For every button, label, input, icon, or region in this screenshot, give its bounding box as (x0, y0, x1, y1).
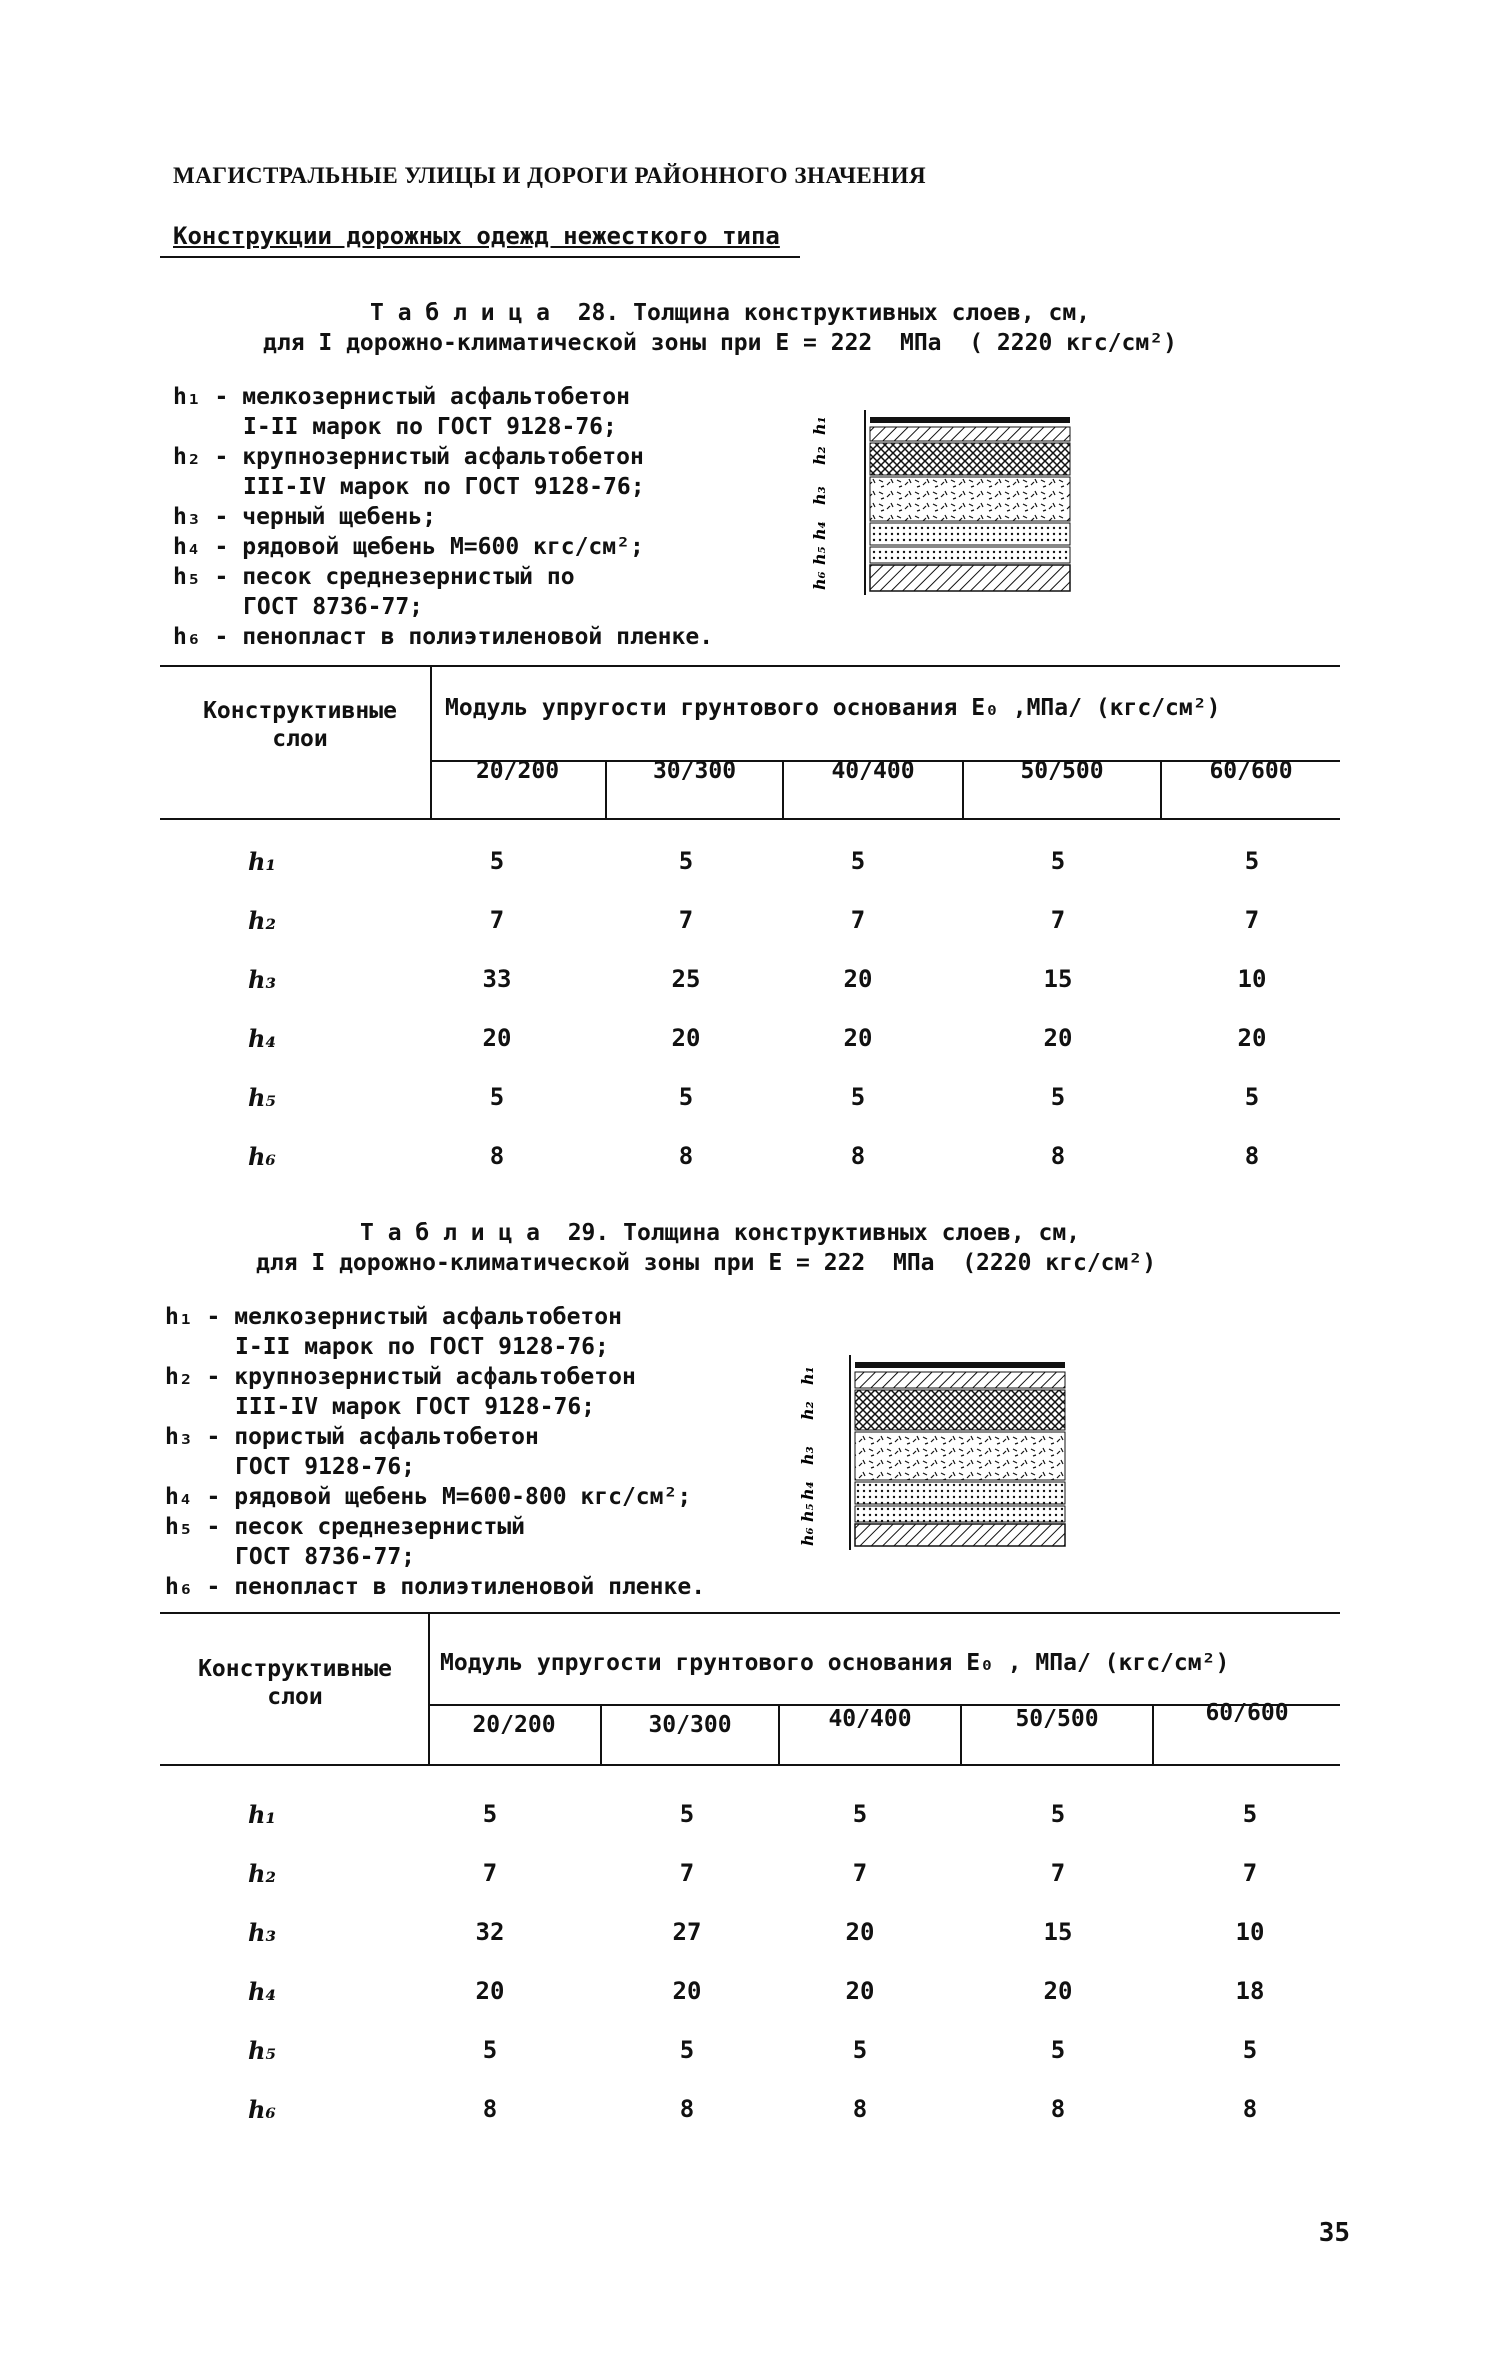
table-cell: 8 (1050, 1142, 1066, 1170)
table28-header-divider (430, 667, 432, 819)
table-cell: 5 (1050, 1800, 1066, 1828)
table29-layer-diagram (795, 1350, 1105, 1560)
legend-item: ГОСТ 8736-77; (235, 1544, 416, 1570)
table-cell: 27 (672, 1918, 702, 1946)
legend-item: h₃ - пористый асфальтобетон (165, 1424, 539, 1450)
legend-item: h₁ - мелкозернистый асфальтобетон (165, 1304, 622, 1330)
table29-header-bottom-rule (160, 1764, 1340, 1766)
table-cell: 5 (678, 847, 694, 875)
legend-item: h₅ - песок среднезернистый (165, 1514, 526, 1540)
row-label: h₆ (248, 1142, 276, 1171)
table-cell: 15 (1043, 965, 1073, 993)
table29-top-rule (160, 1612, 1340, 1614)
table-cell: 7 (1244, 906, 1260, 934)
table-cell: 5 (1050, 2036, 1066, 2064)
table-cell: 8 (482, 2095, 498, 2123)
table-cell: 20 (845, 1918, 875, 1946)
section-title: Конструкции дорожных одежд нежесткого типа (173, 222, 780, 250)
table-cell: 5 (489, 847, 505, 875)
legend-item: h₂ - крупнозернистый асфальтобетон (165, 1364, 636, 1390)
table28-col-2: 30/300 (652, 758, 737, 784)
row-label: h₂ (248, 906, 276, 935)
table-cell: 7 (482, 1859, 498, 1887)
legend-item: ГОСТ 8736-77; (243, 594, 424, 620)
row-label: h₅ (248, 2036, 276, 2065)
table28-title-line2: для I дорожно-климатической зоны при E = 222 МПа ( 2220 кгс/см²) (263, 330, 1177, 356)
table-cell: 8 (678, 1142, 694, 1170)
row-label: h₅ (248, 1083, 276, 1112)
legend-item: h₃ - черный щебень; (173, 504, 437, 530)
table-cell: 20 (843, 1024, 873, 1052)
page-number: 35 (1318, 2218, 1350, 2248)
table-cell: 20 (1043, 1024, 1073, 1052)
table28-title-line1: Т а б л и ц а 28. Толщина конструктивных слоев, см, (370, 300, 1091, 326)
legend-item: h₆ - пенопласт в полиэтиленовой пленке. (165, 1574, 706, 1600)
table28-col-5: 60/600 (1209, 758, 1293, 784)
legend-item: III-IV марок ГОСТ 9128-76; (235, 1394, 596, 1420)
table-cell: 20 (1237, 1024, 1267, 1052)
table29-header-modulus: Модуль упругости грунтового основания E₀ , МПа/ (кгс/см²) (440, 1650, 1230, 1676)
table28-header-modulus: Модуль упругости грунтового основания E₀ ,МПа/ (кгс/см²) (445, 695, 1221, 721)
legend-item: h₅ - песок среднезернистый по (173, 564, 575, 590)
table28-layer-diagram (805, 405, 1115, 605)
table-cell: 18 (1235, 1977, 1265, 2005)
table-cell: 7 (678, 906, 694, 934)
table-cell: 5 (1050, 847, 1066, 875)
row-label: h₄ (248, 1977, 276, 2006)
table-cell: 8 (1050, 2095, 1066, 2123)
table-cell: 5 (850, 847, 866, 875)
table-cell: 7 (850, 906, 866, 934)
row-label: h₂ (248, 1859, 276, 1888)
legend-item: I-II марок по ГОСТ 9128-76; (235, 1334, 609, 1360)
table-cell: 20 (475, 1977, 505, 2005)
table-cell: 20 (1043, 1977, 1073, 2005)
row-label: h₆ (248, 2095, 276, 2124)
table-cell: 5 (489, 1083, 505, 1111)
table-cell: 5 (679, 1800, 695, 1828)
svg-text:h₅: h₅ (810, 546, 829, 565)
table28-header-layers: Конструктивные слои (203, 698, 397, 752)
legend-item: h₁ - мелкозернистый асфальтобетон (173, 384, 630, 410)
table-cell: 20 (672, 1977, 702, 2005)
svg-text:h₆: h₆ (798, 1527, 817, 1546)
table29-col-3: 40/400 (828, 1706, 912, 1732)
table-cell: 8 (1244, 1142, 1260, 1170)
legend-item: h₆ - пенопласт в полиэтиленовой пленке. (173, 624, 714, 650)
table-cell: 5 (852, 1800, 868, 1828)
svg-text:h₂: h₂ (798, 1401, 817, 1420)
svg-text:h₅: h₅ (798, 1503, 817, 1522)
table29-col-2: 30/300 (648, 1712, 732, 1738)
svg-text:h₆: h₆ (810, 571, 829, 590)
table29-col-1: 20/200 (472, 1712, 556, 1738)
table-cell: 15 (1043, 1918, 1073, 1946)
table-cell: 5 (678, 1083, 694, 1111)
table-cell: 5 (850, 1083, 866, 1111)
table-cell: 8 (489, 1142, 505, 1170)
table-cell: 7 (852, 1859, 868, 1887)
table-cell: 10 (1237, 965, 1267, 993)
table-cell: 5 (482, 2036, 498, 2064)
table29-header-divider (428, 1614, 430, 1764)
table-cell: 20 (845, 1977, 875, 2005)
table-cell: 5 (1242, 1800, 1258, 1828)
table-cell: 5 (1242, 2036, 1258, 2064)
table-cell: 5 (852, 2036, 868, 2064)
table-cell: 5 (1050, 1083, 1066, 1111)
table28-col-4: 50/500 (1020, 758, 1104, 784)
table-cell: 32 (475, 1918, 505, 1946)
svg-text:h₁: h₁ (798, 1366, 817, 1385)
table-cell: 5 (1244, 1083, 1260, 1111)
table28-top-rule (160, 665, 1340, 667)
table29-legend (165, 1302, 705, 1602)
svg-text:h₄: h₄ (810, 521, 829, 540)
row-label: h₄ (248, 1024, 276, 1053)
svg-text:h₁: h₁ (810, 416, 829, 435)
table28-col-1: 20/200 (475, 758, 560, 784)
table-cell: 33 (482, 965, 512, 993)
legend-item: h₄ - рядовой щебень М=600-800 кгс/см²; (165, 1484, 692, 1510)
svg-text:h₃: h₃ (810, 486, 829, 505)
table-cell: 8 (850, 1142, 866, 1170)
table-cell: 20 (671, 1024, 701, 1052)
table29-title-line1: Т а б л и ц а 29. Толщина конструктивных слоев, см, (360, 1220, 1081, 1246)
table28-col-3: 40/400 (831, 758, 915, 784)
legend-item: I-II марок по ГОСТ 9128-76; (243, 414, 617, 440)
table28-legend (173, 382, 713, 652)
table29-col-5: 60/600 (1205, 1700, 1289, 1726)
svg-text:h₄: h₄ (798, 1481, 817, 1500)
table29-title-line2: для I дорожно-климатической зоны при E = 222 МПа (2220 кгс/см²) (256, 1250, 1157, 1276)
table-cell: 7 (679, 1859, 695, 1887)
row-label: h₁ (248, 847, 276, 876)
table-cell: 5 (1244, 847, 1260, 875)
table28-header-bottom-rule (160, 818, 1340, 820)
table-cell: 8 (852, 2095, 868, 2123)
table-cell: 20 (843, 965, 873, 993)
row-label: h₃ (248, 1918, 276, 1947)
svg-text:h₂: h₂ (810, 446, 829, 465)
svg-text:h₃: h₃ (798, 1446, 817, 1465)
row-label: h₃ (248, 965, 276, 994)
legend-item: ГОСТ 9128-76; (235, 1454, 416, 1480)
running-header: МАГИСТРАЛЬНЫЕ УЛИЦЫ И ДОРОГИ РАЙОННОГО ЗНАЧЕНИЯ (173, 163, 927, 188)
table-cell: 20 (482, 1024, 512, 1052)
table-cell: 7 (1050, 1859, 1066, 1887)
table-cell: 8 (1242, 2095, 1258, 2123)
legend-item: h₂ - крупнозернистый асфальтобетон (173, 444, 644, 470)
row-label: h₁ (248, 1800, 276, 1829)
table-cell: 7 (1242, 1859, 1258, 1887)
table-cell: 5 (482, 1800, 498, 1828)
table-cell: 7 (1050, 906, 1066, 934)
table29-col-4: 50/500 (1015, 1706, 1099, 1732)
legend-item: h₄ - рядовой щебень М=600 кгс/см²; (173, 534, 644, 560)
table-cell: 10 (1235, 1918, 1265, 1946)
legend-item: III-IV марок по ГОСТ 9128-76; (243, 474, 645, 500)
table29-header-layers: Конструктивные слои (198, 1656, 392, 1710)
table-cell: 7 (489, 906, 505, 934)
table-cell: 5 (679, 2036, 695, 2064)
table-cell: 25 (671, 965, 701, 993)
table-cell: 8 (679, 2095, 695, 2123)
section-rule (160, 256, 800, 258)
